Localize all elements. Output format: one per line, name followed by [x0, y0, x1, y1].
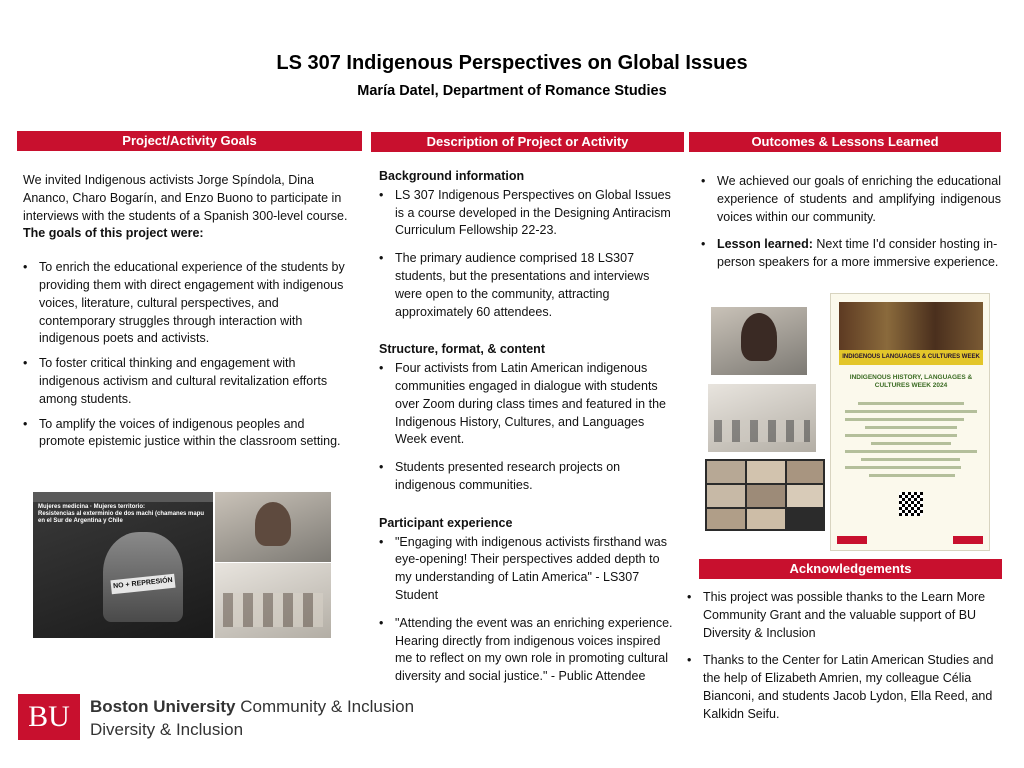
photo-caption: Mujeres medicina · Mujeres territorio: Resistencias al exterminio de dos machi (chamanes mapu en el Sur de Argentina y Chile: [38, 504, 205, 524]
goals-intro: We invited Indigenous activists Jorge Spíndola, Dina Ananco, Charo Bogarín, and Enzo Buono to participate in interviews with the students of a Spanish 300-level course. The goals of this project were:: [23, 173, 348, 241]
background-item: • LS 307 Indigenous Perspectives on Global Issues is a course developed in the Designing Antiracism Curriculum Fellowship 22-23.: [379, 187, 679, 240]
outcomes-heading: Outcomes & Lessons Learned: [689, 132, 1001, 152]
classroom-photo: [215, 563, 331, 638]
poster-subtitle: María Datel, Department of Romance Studies: [357, 83, 667, 99]
outcomes-item: • We achieved our goals of enriching the educational experience of students and amplifying indigenous voices within our community.: [701, 173, 1001, 226]
goals-item: • To enrich the educational experience of the students by providing them with direct engagement with indigenous voices, literature, cultural perspectives, and contemporary struggles through interaction with indigenous poets and activists.: [23, 259, 353, 348]
description-heading: Description of Project or Activity: [371, 132, 684, 152]
participant-quote: • "Engaging with indigenous activists firsthand was eye-opening! Their perspectives added depth to my understanding of Latin America" - LS307 Student: [379, 534, 679, 605]
flyer-title: INDIGENOUS HISTORY, LANGUAGES & CULTURES WEEK 2024: [849, 374, 973, 389]
lesson-learned-label: Lesson learned:: [717, 237, 813, 252]
flyer-logo-left: [837, 536, 867, 544]
acknowledgements-list: [687, 589, 1002, 724]
acknowledgements-heading: Acknowledgements: [699, 559, 1002, 579]
structure-heading: Structure, format, & content: [379, 342, 545, 357]
participant-list: [379, 534, 679, 686]
goals-heading: Project/Activity Goals: [17, 131, 362, 151]
bu-org-subtitle: Diversity & Inclusion: [90, 720, 244, 739]
outcomes-section: [701, 166, 1001, 272]
event-flyer: [830, 293, 990, 551]
acknowledgements-item: • Thanks to the Center for Latin American Studies and the help of Elizabeth Amrien, my colleague Célia Bianconi, and students Jacob Lydon, Ella Reed, and Kalkidn Seifu.: [687, 652, 1002, 723]
poster-title: LS 307 Indigenous Perspectives on Global Issues: [276, 52, 748, 74]
activist-photo: [33, 492, 213, 638]
background-heading: Background information: [379, 169, 525, 183]
bu-org-name: Boston University Community & Inclusion: [90, 697, 415, 716]
goals-item: • To amplify the voices of indigenous peoples and promote epistemic justice within the classroom setting.: [23, 416, 353, 452]
goals-item: • To foster critical thinking and engagement with indigenous activism and cultural revitalization efforts among students.: [23, 355, 353, 408]
structure-list: [379, 360, 679, 495]
structure-item: • Students presented research projects on indigenous communities.: [379, 459, 679, 495]
description-section: [379, 168, 679, 686]
participant-heading: Participant experience: [379, 515, 513, 530]
flyer-logo-right: [953, 536, 983, 544]
goals-list: [23, 259, 353, 451]
participant-quote: • "Attending the event was an enriching experience. Hearing directly from indigenous voices inspired me to reflect on my own role in promoting cultural diversity and social justice." - Public Attendee: [379, 615, 679, 686]
outcomes-list: [701, 173, 1001, 272]
acknowledgements-section: [687, 582, 1002, 724]
flyer-schedule-lines: [845, 402, 977, 482]
flyer-qr-code: [899, 492, 923, 516]
acknowledgements-item: • This project was possible thanks to the Learn More Community Grant and the valuable support of BU Diversity & Inclusion: [687, 589, 1002, 642]
zoom-gallery-photo: [705, 459, 825, 531]
background-item: • The primary audience comprised 18 LS307 students, but the presentations and interviews were open to the community, attracting approximately 60 attendees.: [379, 250, 679, 321]
flyer-banner-text: INDIGENOUS LANGUAGES & CULTURES WEEK: [839, 350, 983, 365]
goals-intro-bold: The goals of this project were:: [23, 226, 204, 241]
bu-logo: BU: [18, 694, 80, 740]
zoom-speaker-photo: [711, 307, 807, 375]
protest-sign: NO + REPRESIÓN: [110, 574, 175, 595]
background-list: [379, 187, 679, 322]
structure-item: • Four activists from Latin American indigenous communities engaged in dialogue with students over Zoom during class times and featured in the Indigenous History, Cultures, and Languages Week event.: [379, 360, 679, 449]
flyer-photo-banner: [839, 302, 983, 350]
lesson-learned-item: • Lesson learned: Next time I'd consider hosting in-person speakers for a more immersive experience.: [701, 236, 1001, 272]
goals-section: [23, 172, 353, 451]
speaker-video-photo: [215, 492, 331, 562]
classroom-zoom-photo: [708, 384, 816, 452]
